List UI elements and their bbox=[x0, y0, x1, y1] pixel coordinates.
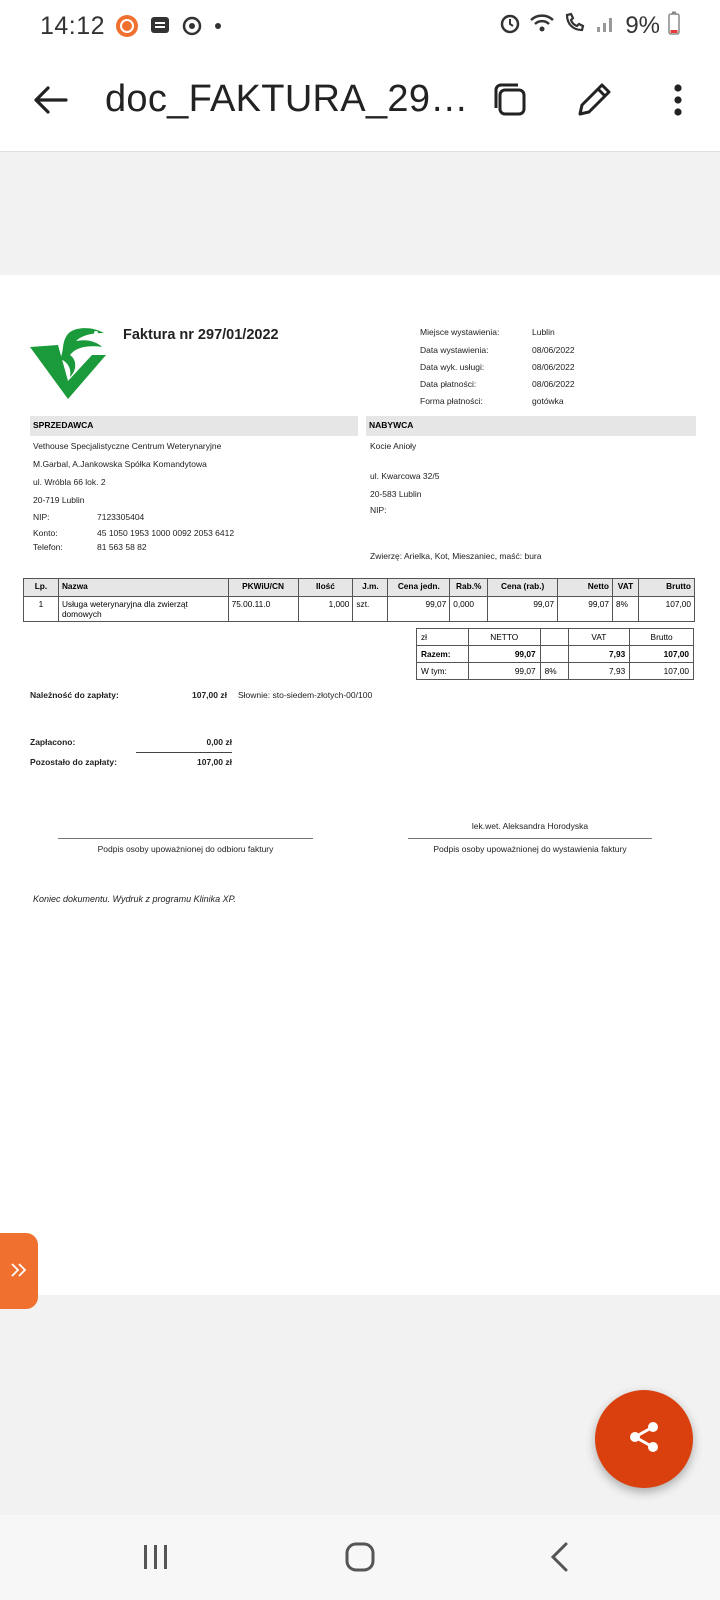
message-icon bbox=[149, 15, 171, 37]
signature-caption-right: Podpis osoby upoważnionej do wystawienia faktury bbox=[433, 844, 627, 854]
summary-cell: VAT bbox=[568, 629, 630, 646]
seller-city: 20-719 Lublin bbox=[33, 495, 85, 505]
share-button[interactable] bbox=[595, 1390, 693, 1488]
more-vert-icon[interactable] bbox=[658, 80, 698, 120]
meta-value: gotówka bbox=[532, 396, 564, 406]
summary-cell: Razem: bbox=[417, 646, 469, 663]
battery-percent: 9% bbox=[625, 12, 660, 39]
alarm-icon bbox=[499, 12, 521, 41]
invoice-title: Faktura nr 297/01/2022 bbox=[123, 327, 279, 343]
share-icon bbox=[626, 1419, 662, 1460]
meta-value: 08/06/2022 bbox=[532, 345, 575, 355]
column-header: Cena jedn. bbox=[388, 579, 450, 597]
summary-header-row bbox=[417, 629, 694, 646]
animal-info: Zwierzę: Arielka, Kot, Mieszaniec, maść: bura bbox=[370, 551, 542, 561]
due-value: 107,00 zł bbox=[192, 690, 227, 700]
column-header: VAT bbox=[612, 579, 638, 597]
seller-konto: 45 1050 1953 1000 0092 2053 6412 bbox=[97, 528, 235, 538]
cell-pkwiu: 75.00.11.0 bbox=[228, 597, 298, 622]
copy-icon[interactable] bbox=[490, 80, 530, 120]
signer-name: lek.wet. Aleksandra Horodyska bbox=[471, 821, 589, 831]
expand-chevrons-icon bbox=[9, 1256, 29, 1287]
cell-net: 99,07 bbox=[558, 597, 613, 622]
summary-cell: 7,93 bbox=[568, 663, 630, 680]
nav-back-icon[interactable] bbox=[540, 1537, 580, 1577]
seller-name-2: M.Garbal, A.Jankowska Spółka Komandytowa bbox=[33, 459, 207, 469]
status-bar bbox=[0, 0, 720, 52]
recents-icon[interactable] bbox=[136, 1537, 176, 1577]
column-header: Nazwa bbox=[58, 579, 228, 597]
signature-caption-left: Podpis osoby upoważnionej do odbioru faktury bbox=[97, 844, 274, 854]
paid-value: 0,00 zł bbox=[206, 737, 232, 747]
status-time: 14:12 bbox=[40, 11, 106, 40]
app-bar bbox=[0, 52, 720, 152]
cell-lp: 1 bbox=[24, 597, 59, 622]
column-header: PKWiU/CN bbox=[228, 579, 298, 597]
buyer-name: Kocie Anioły bbox=[370, 441, 417, 451]
due-label: Należność do zapłaty: bbox=[30, 690, 119, 700]
meta-value: Lublin bbox=[532, 327, 555, 337]
seller-street: ul. Wróbla 66 lok. 2 bbox=[33, 477, 106, 487]
seller-tel: 81 563 58 82 bbox=[97, 542, 147, 552]
meta-label: Miejsce wystawienia: bbox=[420, 327, 500, 337]
remaining-label: Pozostało do zapłaty: bbox=[30, 757, 117, 767]
column-header: Brutto bbox=[638, 579, 694, 597]
document-title: doc_FAKTURA_29… bbox=[105, 78, 469, 120]
meta-value: 08/06/2022 bbox=[532, 379, 575, 389]
cell-gross: 107,00 bbox=[638, 597, 694, 622]
clinic-logo bbox=[30, 325, 110, 405]
cell-price: 99,07 bbox=[388, 597, 450, 622]
signal-icon bbox=[595, 12, 617, 41]
table-row bbox=[24, 597, 695, 622]
meta-label: Data wystawienia: bbox=[420, 345, 489, 355]
sync-icon bbox=[181, 15, 203, 37]
cell-name: Usługa weterynaryjna dla zwierząt domowych bbox=[58, 597, 228, 622]
remaining-value: 107,00 zł bbox=[197, 757, 232, 767]
home-icon[interactable] bbox=[340, 1537, 380, 1577]
cell-price-discounted: 99,07 bbox=[488, 597, 558, 622]
summary-cell: W tym: bbox=[417, 663, 469, 680]
summary-cell: 107,00 bbox=[630, 646, 694, 663]
seller-name-1: Vethouse Specjalistyczne Centrum Weterynaryjne bbox=[33, 441, 222, 451]
edit-pencil-icon[interactable] bbox=[574, 80, 614, 120]
column-header: Rab.% bbox=[450, 579, 488, 597]
summary-cell: zł bbox=[417, 629, 469, 646]
amount-in-words: Słownie: sto-siedem-złotych-00/100 bbox=[238, 690, 373, 700]
summary-cell: 107,00 bbox=[630, 663, 694, 680]
summary-cell bbox=[540, 629, 568, 646]
signature-line-left bbox=[58, 838, 313, 839]
battery-icon bbox=[668, 11, 680, 42]
meta-label: Data płatności: bbox=[420, 379, 477, 389]
summary-cell: 8% bbox=[540, 663, 568, 680]
meta-value: 08/06/2022 bbox=[532, 362, 575, 372]
summary-cell: 7,93 bbox=[568, 646, 630, 663]
signature-line-right bbox=[408, 838, 652, 839]
document-footer: Koniec dokumentu. Wydruk z programu Klinika XP. bbox=[33, 894, 236, 904]
seller-konto-label: Konto: bbox=[33, 528, 58, 538]
seller-tel-label: Telefon: bbox=[33, 542, 63, 552]
cell-qty: 1,000 bbox=[298, 597, 353, 622]
cell-vat: 8% bbox=[612, 597, 638, 622]
wifi-call-icon bbox=[563, 12, 587, 41]
back-arrow-icon[interactable] bbox=[30, 80, 70, 120]
dot-icon bbox=[213, 21, 223, 31]
wifi-icon bbox=[529, 12, 555, 41]
summary-table bbox=[416, 628, 694, 680]
buyer-city: 20-583 Lublin bbox=[370, 489, 422, 499]
seller-heading: SPRZEDAWCA bbox=[30, 416, 358, 436]
buyer-nip-label: NIP: bbox=[370, 505, 387, 515]
summary-cell: 99,07 bbox=[468, 646, 540, 663]
column-header: Netto bbox=[558, 579, 613, 597]
paid-label: Zapłacono: bbox=[30, 737, 76, 747]
column-header: Ilość bbox=[298, 579, 353, 597]
seller-nip: 7123305404 bbox=[97, 512, 145, 522]
table-header-row bbox=[24, 579, 695, 597]
paid-underline bbox=[136, 752, 232, 753]
notification-app-icon bbox=[115, 14, 139, 38]
meta-label: Data wyk. usługi: bbox=[420, 362, 485, 372]
column-header: Cena (rab.) bbox=[488, 579, 558, 597]
summary-cell: 99,07 bbox=[468, 663, 540, 680]
system-nav-bar bbox=[0, 1515, 720, 1600]
cell-discount: 0,000 bbox=[450, 597, 488, 622]
buyer-street: ul. Kwarcowa 32/5 bbox=[370, 471, 440, 481]
summary-total-row bbox=[417, 646, 694, 663]
items-table bbox=[23, 578, 695, 622]
seller-nip-label: NIP: bbox=[33, 512, 50, 522]
summary-vat-row bbox=[417, 663, 694, 680]
summary-cell bbox=[540, 646, 568, 663]
meta-label: Forma płatności: bbox=[420, 396, 483, 406]
summary-cell: Brutto bbox=[630, 629, 694, 646]
summary-cell: NETTO bbox=[468, 629, 540, 646]
cell-unit: szt. bbox=[353, 597, 388, 622]
buyer-heading: NABYWCA bbox=[366, 416, 696, 436]
side-panel-handle[interactable] bbox=[0, 1233, 38, 1309]
column-header: Lp. bbox=[24, 579, 59, 597]
column-header: J.m. bbox=[353, 579, 388, 597]
